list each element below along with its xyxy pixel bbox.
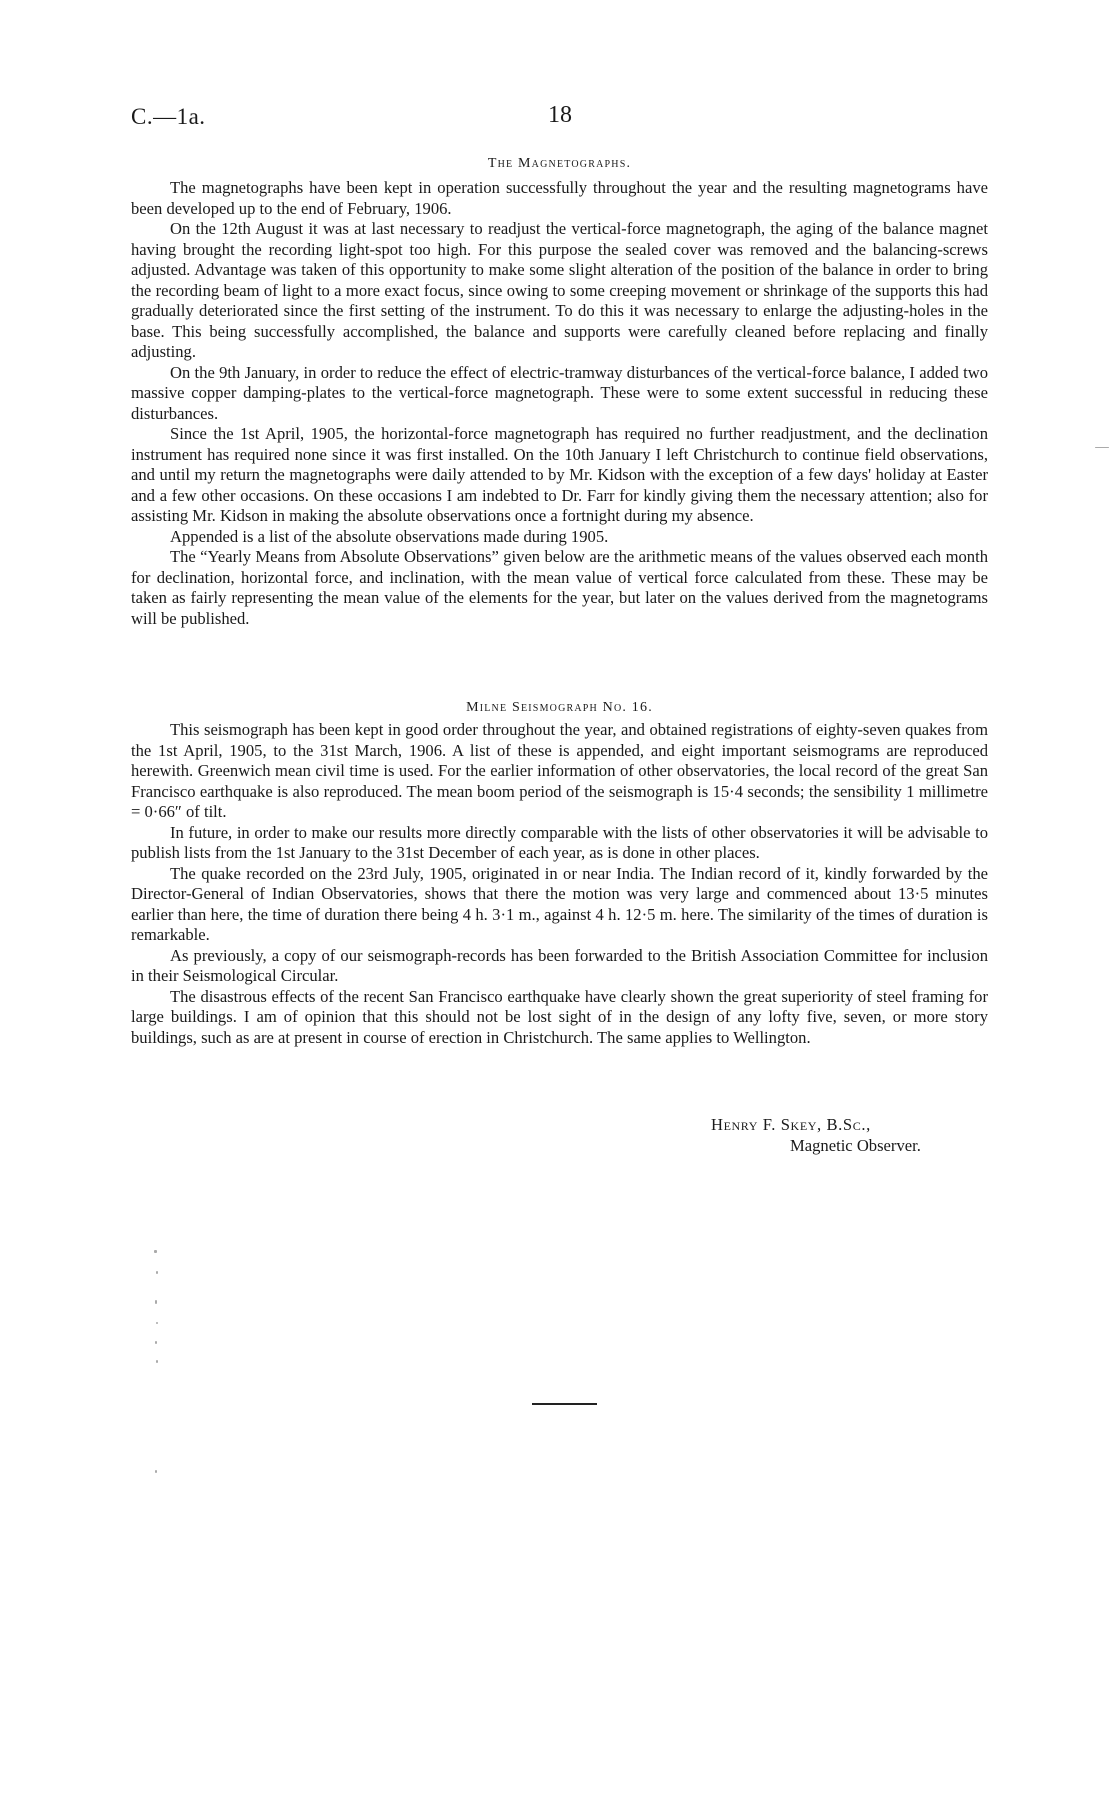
paragraph: The quake recorded on the 23rd July, 1905, originated in or near India. The Indian record of it, kindly forwarded by the Director-General of Indian Observatories, shows that there the motion was very large and commenced about 13·5 minutes earlier than here, the time of duration there being 4 h. 3·1 m., against 4 h. 12·5 m. here. The similarity of the times of duration is remarkable. bbox=[131, 863, 988, 944]
section-heading: Milne Seismograph No. 16. bbox=[466, 700, 653, 715]
paragraph: As previously, a copy of our seismograph-records has been forwarded to the British Association Committee for inclusion in their Seismological Circular. bbox=[131, 945, 988, 985]
paragraph: Since the 1st April, 1905, the horizontal-force magnetograph has required no further readjustment, and the declination instrument has required none since it was first installed. On the 10th January I left Christchurch to continue field observations, and until my return the magnetographs were daily attended to by Mr. Kidson with the exception of a few days' holiday at Easter and a few other occasions. On these occasions I am indebted to Dr. Farr for kindly giving them the necessary attention; also for assisting Mr. Kidson in making the absolute observations once a fortnight during my absence. bbox=[131, 424, 988, 525]
paragraph: The disastrous effects of the recent San Francisco earthquake have clearly shown the great superiority of steel framing for large buildings. I am of opinion that this should not be lost sight of in the design of any lofty five, seven, or more story buildings, such as are at present in course of erection in Christchurch. The same applies to Wellington. bbox=[131, 986, 988, 1047]
paragraph: On the 12th August it was at last necessary to readjust the vertical-force magnetograph, the aging of the balance magnet having brought the recording light-spot too high. For this purpose the sealed cover was removed and the balancing-screws adjusted. Advantage was taken of this opportunity to make some slight alteration of the position of the balance in order to bring the recording beam of light to a more exact focus, since owing to some creeping movement or shrinkage of the supports this had gradually deteriorated since the first setting of the instrument. To do this it was necessary to enlarge the adjusting-holes in the base. This being successfully accomplished, the balance and supports were carefully cleaned before replacing and finally adjusting. bbox=[131, 219, 988, 361]
paragraph: The “Yearly Means from Absolute Observations” given below are the arithmetic means of the values observed each month for declination, horizontal force, and inclination, with the mean value of vertical force calculated from these. These may be taken as fairly representing the mean value of the elements for the year, but later on the values derived from the magnetograms will be published. bbox=[131, 547, 988, 628]
paragraph: The magnetographs have been kept in operation successfully throughout the year and the resulting magnetograms have been developed up to the end of February, 1906. bbox=[131, 178, 988, 218]
section-seismograph bbox=[131, 700, 988, 1048]
section-heading: The Magnetographs. bbox=[487, 156, 632, 171]
page-number: 18 bbox=[548, 102, 572, 128]
section-divider-rule bbox=[532, 1403, 597, 1405]
document-reference: C.—1a. bbox=[131, 104, 206, 129]
signatory-name: Henry F. Skey, B.Sc., bbox=[711, 1115, 871, 1134]
signatory-title: Magnetic Observer. bbox=[790, 1135, 921, 1155]
section-magnetographs bbox=[131, 156, 988, 629]
paragraph: This seismograph has been kept in good order throughout the year, and obtained registrations of eighty-seven quakes from the 1st April, 1905, to the 31st March, 1906. A list of these is appended, and eight important seismograms are reproduced herewith. Greenwich mean civil time is used. For the earlier information of other observatories, the local record of the great San Francisco earthquake is also reproduced. The mean boom period of the seismograph is 15·4 seconds; the sensibility 1 millimetre = 0·66″ of tilt. bbox=[131, 720, 988, 821]
paragraph: On the 9th January, in order to reduce the effect of electric-tramway disturbances of the vertical-force balance, I added two massive copper damping-plates to the vertical-force magnetograph. These were to some extent successful in reducing these disturbances. bbox=[131, 362, 988, 423]
paragraph: In future, in order to make our results more directly comparable with the lists of other observatories it will be advisable to publish lists from the 1st January to the 31st December of each year, as is done in other places. bbox=[131, 822, 988, 862]
paragraph: Appended is a list of the absolute observations made during 1905. bbox=[170, 526, 609, 546]
signature-block bbox=[711, 1115, 921, 1156]
